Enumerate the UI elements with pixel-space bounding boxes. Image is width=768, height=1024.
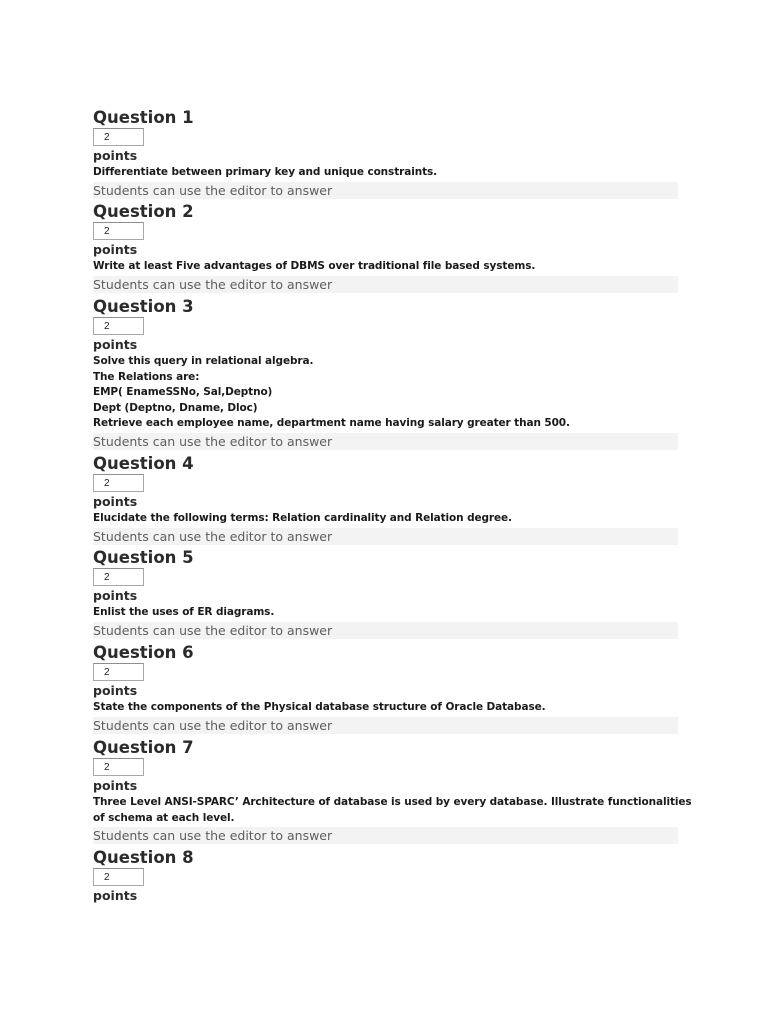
question-prompt xyxy=(93,700,678,716)
question-title: Question 6 xyxy=(93,643,194,662)
points-label: points xyxy=(93,888,138,903)
points-label: points xyxy=(93,778,138,793)
points-label: points xyxy=(93,148,138,163)
answer-editor[interactable]: Students can use the editor to answer xyxy=(93,276,678,293)
question-prompt xyxy=(93,354,678,432)
question-prompt-line: of schema at each level. xyxy=(93,811,235,824)
question-prompt-line: State the components of the Physical database structure of Oracle Database. xyxy=(93,701,546,713)
question-prompt-line: Differentiate between primary key and unique constraints. xyxy=(93,166,438,178)
points-input[interactable] xyxy=(93,222,144,240)
question-title: Question 8 xyxy=(93,848,194,867)
question-block xyxy=(93,454,678,544)
question-title: Question 1 xyxy=(93,108,194,127)
question-title: Question 2 xyxy=(93,202,194,221)
question-block xyxy=(93,738,692,843)
question-prompt-line: Dept (Deptno, Dname, Dloc) xyxy=(93,401,258,414)
points-input[interactable] xyxy=(93,663,144,681)
question-prompt xyxy=(93,605,678,621)
question-title: Question 4 xyxy=(93,454,194,473)
question-prompt xyxy=(93,511,678,527)
points-input[interactable] xyxy=(93,474,144,492)
question-prompt xyxy=(93,165,678,181)
points-input[interactable] xyxy=(93,868,144,886)
question-prompt-line: Retrieve each employee name, department name having salary greater than 500. xyxy=(93,417,570,429)
answer-editor[interactable]: Students can use the editor to answer xyxy=(93,528,678,545)
question-block xyxy=(93,643,678,733)
points-label: points xyxy=(93,588,138,603)
question-block xyxy=(93,297,678,449)
question-block xyxy=(93,202,678,292)
points-input[interactable] xyxy=(93,568,144,586)
question-block xyxy=(93,848,678,903)
points-label: points xyxy=(93,337,138,352)
question-prompt-line: EMP( EnameSSNo, Sal,Deptno) xyxy=(93,386,273,398)
points-input[interactable] xyxy=(93,128,144,146)
points-label: points xyxy=(93,242,138,257)
question-prompt xyxy=(93,259,678,275)
question-prompt-line: Enlist the uses of ER diagrams. xyxy=(93,606,275,618)
question-block xyxy=(93,548,678,638)
question-prompt-line: Elucidate the following terms: Relation cardinality and Relation degree. xyxy=(93,512,512,524)
points-label: points xyxy=(93,683,138,698)
question-title: Question 3 xyxy=(93,297,194,316)
answer-editor[interactable]: Students can use the editor to answer xyxy=(93,182,678,199)
question-title: Question 5 xyxy=(93,548,194,567)
answer-editor[interactable]: Students can use the editor to answer xyxy=(93,622,678,639)
points-label: points xyxy=(93,494,138,509)
answer-editor[interactable]: Students can use the editor to answer xyxy=(93,827,678,844)
question-prompt-line: Three Level ANSI-SPARC’ Architecture of database is used by every database. Illustrate functionalities xyxy=(93,796,692,808)
answer-editor[interactable]: Students can use the editor to answer xyxy=(93,717,678,734)
question-prompt-line: Solve this query in relational algebra. xyxy=(93,355,314,367)
question-block xyxy=(93,108,678,198)
question-prompt-line: The Relations are: xyxy=(93,370,200,383)
points-input[interactable] xyxy=(93,758,144,776)
points-input[interactable] xyxy=(93,317,144,335)
question-title: Question 7 xyxy=(93,738,194,757)
answer-editor[interactable]: Students can use the editor to answer xyxy=(93,433,678,450)
question-prompt xyxy=(93,795,692,826)
question-prompt-line: Write at least Five advantages of DBMS over traditional file based systems. xyxy=(93,260,536,272)
